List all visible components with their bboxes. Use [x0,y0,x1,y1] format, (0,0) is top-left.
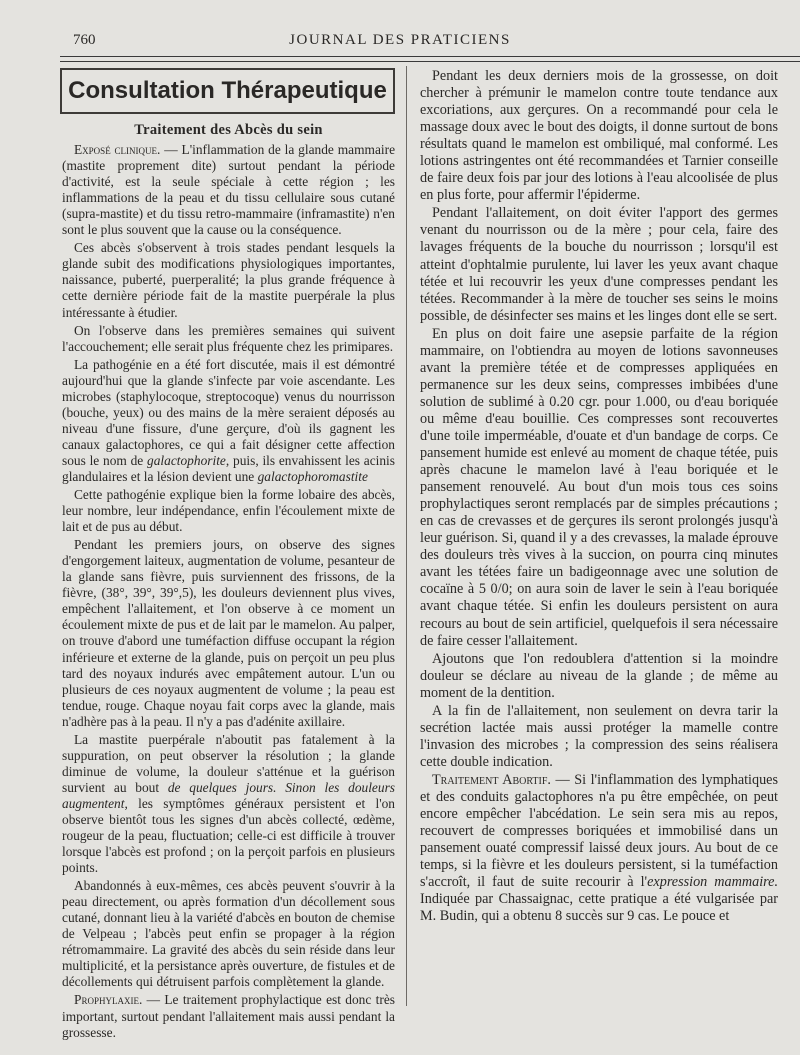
section-lead-prophylaxis: Prophylaxie. [74,992,143,1008]
running-head: JOURNAL DES PRATICIENS [289,32,511,48]
header-rule [60,56,800,62]
paragraph-prophylaxis: Prophylaxie. — Le traitement prophylactique est donc très important, surtout pendant l'allaitement mais aussi pendant la grossesse. [62,992,395,1040]
paragraph: La mastite puerpérale n'aboutit pas fatalement à la suppuration, on peut observer la résolution ; la glande diminue de volume, la douleur s'atténue et la guérison survient au bout de quelques jours. Sinon les douleurs augmentent, les symptômes généraux persistent et l'on observe bientôt tous les signes d'un abcès collecté, œdème, rougeur de la peau, fluctuation; celle-ci est difficile à trouver lorsque l'abcès est profond ; on la perçoit parfois en plusieurs points. [62,731,395,876]
paragraph: On l'observe dans les premières semaines qui suivent l'accouchement; elle serait plus fréquente chez les primipares. [62,322,395,354]
paragraph-clinical: Exposé clinique. — L'inflammation de la glande mammaire (mastite proprement dite) surtout pendant la période d'activité, est la seule spéciale à cette région ; les inflammations de la peau et du tissu cellulaire sous cutané (supra-mastite) et du tissu retro-mammaire (inframastite) n'en sont le plus souvent que la cause ou la conséquence. [62,142,396,238]
paragraph: Ces abcès s'observent à trois stades pendant lesquels la glande subit des modifications physiologiques importantes, naissance, puberté, puerperalité; la plus grande fréquence à cette dernière période fait de la mastite puerpérale la plus intéressante à étudier. [62,240,395,320]
article-title: Consultation Thérapeutique [60,68,395,114]
right-column [420,68,778,926]
paragraph-abortive: Traitement Abortif. — Si l'inflammation des lymphatiques et des conduits galactophores n'a pu être empêchée, on peut encore empêcher l'abcédation. Le sein sera mis au repos, recouvert de compresses boriquées et immobilisé dans un pansement ouaté compressif laissé deux jours. Au bout de ce temps, si la fièvre et les douleurs persistent, si la tuméfaction s'accroît, il faut de suite recourir à l'expression mammaire. Indiquée par Chassaignac, cette pratique a été vulgarisée par M. Budin, qui a obtenu 8 succès sur 9 cas. Le pouce et [420,771,778,925]
paragraph: Pendant les premiers jours, on observe des signes d'engorgement laiteux, augmentation de volume, pesanteur de la glande sans fièvre, puis surviennent des frissons, de la fièvre, (38°, 39°, 39°,5), les douleurs deviennent plus vives, empêchent l'allaitement, et l'on observe à ce moment un écoulement mixte de pus et de lait par le mamelon. Au palper, on trouve d'abord une tuméfaction diffuse occupant la région inférieure et externe de la glande, puis on perçoit un peu plus tard des noyaux indurés avec empâtement autour. L'un ou plusieurs de ces noyaux augmentent de volume ; la peau est tendue, rouge. Chaque noyau fait corps avec la glande, mais n'adhère pas à la peau. Il n'y a pas d'adénite axillaire. [62,537,395,729]
paragraph: Pendant les deux derniers mois de la grossesse, on doit chercher à prémunir le mamelon contre toute tendance aux excoriations, aux gerçures. On a recommandé pour cela le massage doux avec le bout des doigts, il donne surtout de bons résultats quand le mamelon est ombiliqué, mal conformé. Les lotions astringentes ont été recommandées et Tarnier conseille de faire deux fois par jour des lotions à l'eau alcoolisée de plus en plus forte, pour affermir l'épiderme. [420,68,778,204]
article-subtitle: Traitement des Abcès du sein [134,122,323,138]
paragraph: A la fin de l'allaitement, non seulement on devra tarir la secrétion lactée mais aussi protéger la mamelle contre l'invasion des microbes ; la compression des seins réalisera cette double indication. [420,702,778,770]
paragraph: Pendant l'allaitement, on doit éviter l'apport des germes venant du nourrisson ou de la mère ; pour cela, faire des lavages fréquents de la bouche du nourrisson ; lorsqu'il est atteint d'ophtalmie purulente, lui laver les yeux avant chaque tétée et lui recouvrir les yeux d'une compresses pendant les tétées. Recommander à la mère de toucher ses seins le moins possible, de désinfecter ses mains et les linges dont elle se sert. [420,205,778,324]
section-lead-abortive: Traitement Abortif. [432,771,551,788]
column-divider [406,66,407,1006]
paragraph: Abandonnés à eux-mêmes, ces abcès peuvent s'ouvrir à la peau directement, ou après formation d'un décollement sous cutané, donnant lieu à la variété d'abcès en bouton de chemise de Velpeau ; l'abcès peut enfin se propager à la région rétromammaire. La gravité des abcès du sein réside dans leur multiplicité, et la persistance après ouverture, de fistules et de décollements qui détruisent parfois complètement la glande. [62,878,395,990]
paragraph: En plus on doit faire une asepsie parfaite de la région mammaire, on l'obtiendra au moyen de lotions savonneuses avant la première tétée et de compresses appliquées en permanence sur les deux seins, compresses imbibées d'une solution de sublimé à 0.20 cgr. pour 1.000, ou d'eau boriquée ou même d'eau bouillie. Ces compresses sont recouvertes d'une toile imperméable, d'ouate et d'un bandage de corps. Ce pansement humide est enlevé au moment de chaque tétée, puis après chacune le mamelon lavé à l'eau boriquée et le pansement renouvelé. Au bout d'un mois tous ces soins prophylactiques seront remplacés par de simples précautions ; en cas de crevasses et de gerçures ils seront prolongés jusqu'à leur guérison. Si, quand il y a des crevasses, la malade éprouve des douleurs très vives à la succion, on pourra cinq minutes avant les tétées faire un badigeonnage avec une solution de cocaïne à 5 0/0; on aura soin de laver le sein à l'eau boriquée avant chaque tétée. Si enfin les douleurs persistent on aura recours au bout de sein artificiel, quelquefois il sera nécessaire de faire cesser l'allaitement. [420,325,778,649]
paragraph: Cette pathogénie explique bien la forme lobaire des abcès, leur nombre, leur indépendance, enfin l'écoulement mixte de lait et de pus au début. [62,487,395,535]
page-number: 760 [73,32,96,48]
section-lead-clinical: Exposé clinique. [74,142,161,158]
left-column [62,68,395,1043]
paragraph-pathogeny: La pathogénie en a été fort discutée, mais il est démontré aujourd'hui que la glande s'infecte par voie ascendante. Les microbes (staphylocoque, streptocoque) venus du nourrisson (bouche, yeux) ou des mains de la mère seraient déposés au niveau d'une fissure, d'une gerçure, d'où ils gagnent les canaux galactophores, ce qui a fait désigner cette affection sous le nom de galactophorite, puis, ils envahissent les acinis glandulaires et la lésion devient une galactophoromastite [62,356,395,484]
paragraph: Ajoutons que l'on redoublera d'attention si la moindre douleur se déclare au niveau de la glande ; de même au moment de la dentition. [420,650,778,701]
